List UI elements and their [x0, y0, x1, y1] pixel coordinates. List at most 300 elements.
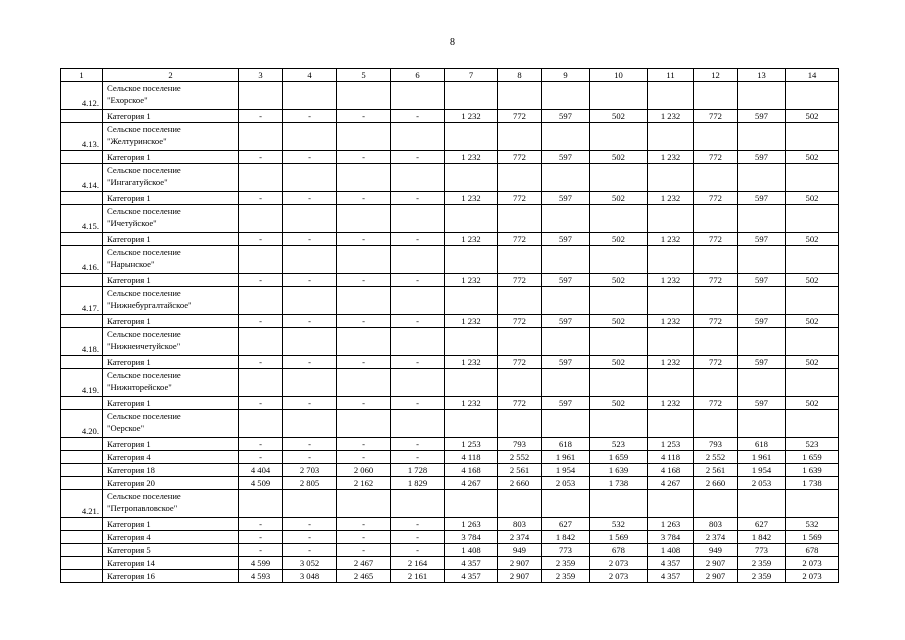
value-cell: 2 073 [786, 557, 839, 570]
value-cell: - [391, 544, 445, 557]
column-header: 14 [786, 69, 839, 82]
value-cell: 1 232 [445, 192, 498, 205]
value-cell: 1 842 [542, 531, 590, 544]
value-cell: 502 [590, 192, 648, 205]
value-cell: 627 [542, 518, 590, 531]
value-cell: 1 232 [648, 151, 694, 164]
value-cell: 772 [694, 274, 738, 287]
value-cell: 1 659 [590, 451, 648, 464]
empty-cell [337, 287, 391, 315]
value-cell: - [283, 192, 337, 205]
value-cell: 949 [498, 544, 542, 557]
value-cell: 597 [542, 274, 590, 287]
section-number: 4.16. [61, 246, 103, 274]
value-cell: 1 738 [590, 477, 648, 490]
empty-cell [542, 490, 590, 518]
value-cell: 1 408 [445, 544, 498, 557]
value-cell: 502 [786, 315, 839, 328]
column-header: 6 [391, 69, 445, 82]
empty-cell [337, 246, 391, 274]
settlement-name [103, 246, 239, 274]
section-number: 4.19. [61, 369, 103, 397]
empty-cell [738, 328, 786, 356]
empty-cell [283, 490, 337, 518]
empty-cell [239, 328, 283, 356]
empty-cell [786, 205, 839, 233]
value-cell: 2 465 [337, 570, 391, 583]
value-cell: 772 [498, 397, 542, 410]
empty-cell [738, 410, 786, 438]
value-cell: 803 [498, 518, 542, 531]
value-cell: 4 118 [648, 451, 694, 464]
value-cell: 1 738 [786, 477, 839, 490]
empty-cell [283, 123, 337, 151]
value-cell: 772 [694, 315, 738, 328]
settlement-name [103, 490, 239, 518]
header-row [61, 69, 839, 82]
value-cell: 2 907 [498, 570, 542, 583]
value-cell: 2 073 [590, 570, 648, 583]
value-cell: 772 [498, 233, 542, 246]
value-cell: 532 [590, 518, 648, 531]
value-cell: - [283, 397, 337, 410]
value-cell: 1 639 [590, 464, 648, 477]
value-cell: 597 [738, 151, 786, 164]
value-cell: 2 053 [542, 477, 590, 490]
empty-cell [590, 287, 648, 315]
value-cell: 772 [694, 397, 738, 410]
empty-cell [542, 328, 590, 356]
empty-cell [738, 490, 786, 518]
value-cell: 1 961 [542, 451, 590, 464]
settlement-name-line1: Сельское поселение [107, 411, 181, 421]
value-cell: - [283, 518, 337, 531]
value-cell: 772 [498, 274, 542, 287]
value-cell: 2 805 [283, 477, 337, 490]
value-cell: 772 [498, 151, 542, 164]
value-cell: 2 660 [694, 477, 738, 490]
section-number-cell [61, 192, 103, 205]
empty-cell [648, 490, 694, 518]
table-row [61, 464, 839, 477]
value-cell: 772 [498, 356, 542, 369]
value-cell: 678 [786, 544, 839, 557]
empty-cell [590, 246, 648, 274]
value-cell: - [239, 192, 283, 205]
value-cell: 4 599 [239, 557, 283, 570]
value-cell: 772 [498, 315, 542, 328]
value-cell: 1 232 [648, 274, 694, 287]
column-header: 13 [738, 69, 786, 82]
value-cell: 4 357 [445, 557, 498, 570]
empty-cell [648, 246, 694, 274]
empty-cell [391, 205, 445, 233]
value-cell: 502 [786, 192, 839, 205]
value-cell: 772 [694, 151, 738, 164]
value-cell: - [283, 151, 337, 164]
empty-cell [786, 490, 839, 518]
value-cell: 2 907 [498, 557, 542, 570]
section-number-cell [61, 233, 103, 246]
value-cell: - [239, 531, 283, 544]
category-label: Категория 1 [103, 233, 239, 246]
value-cell: - [337, 233, 391, 246]
table-row [61, 557, 839, 570]
value-cell: 1 263 [648, 518, 694, 531]
empty-cell [498, 490, 542, 518]
value-cell: 597 [738, 110, 786, 123]
value-cell: 2 060 [337, 464, 391, 477]
empty-cell [391, 490, 445, 518]
value-cell: - [337, 192, 391, 205]
empty-cell [337, 164, 391, 192]
value-cell: 1 829 [391, 477, 445, 490]
category-label: Категория 1 [103, 151, 239, 164]
empty-cell [542, 123, 590, 151]
value-cell: 597 [542, 192, 590, 205]
section-number-cell [61, 274, 103, 287]
value-cell: 1 728 [391, 464, 445, 477]
table-row [61, 570, 839, 583]
section-number-cell [61, 151, 103, 164]
empty-cell [283, 369, 337, 397]
value-cell: 3 048 [283, 570, 337, 583]
value-cell: - [391, 451, 445, 464]
value-cell: 4 357 [648, 557, 694, 570]
settlement-row [61, 287, 839, 315]
settlement-name [103, 164, 239, 192]
value-cell: 618 [738, 438, 786, 451]
empty-cell [786, 287, 839, 315]
category-label: Категория 16 [103, 570, 239, 583]
value-cell: 772 [694, 233, 738, 246]
value-cell: 1 232 [445, 110, 498, 123]
empty-cell [738, 246, 786, 274]
empty-cell [498, 164, 542, 192]
table-row [61, 151, 839, 164]
value-cell: 502 [590, 110, 648, 123]
value-cell: 597 [542, 110, 590, 123]
value-cell: - [337, 315, 391, 328]
value-cell: - [283, 438, 337, 451]
value-cell: 502 [786, 356, 839, 369]
empty-cell [391, 164, 445, 192]
empty-cell [498, 287, 542, 315]
empty-cell [694, 287, 738, 315]
empty-cell [391, 328, 445, 356]
empty-cell [498, 123, 542, 151]
value-cell: - [239, 315, 283, 328]
empty-cell [738, 82, 786, 110]
empty-cell [786, 246, 839, 274]
settlement-name [103, 410, 239, 438]
value-cell: 597 [542, 233, 590, 246]
empty-cell [648, 369, 694, 397]
value-cell: 597 [542, 151, 590, 164]
empty-cell [445, 490, 498, 518]
value-cell: - [283, 451, 337, 464]
value-cell: - [391, 192, 445, 205]
value-cell: 3 784 [445, 531, 498, 544]
empty-cell [738, 205, 786, 233]
value-cell: - [391, 531, 445, 544]
empty-cell [337, 410, 391, 438]
empty-cell [786, 328, 839, 356]
table-row [61, 110, 839, 123]
section-number-cell [61, 531, 103, 544]
value-cell: 1 842 [738, 531, 786, 544]
value-cell: - [239, 233, 283, 246]
value-cell: - [391, 397, 445, 410]
empty-cell [445, 410, 498, 438]
value-cell: 772 [694, 356, 738, 369]
section-number: 4.13. [61, 123, 103, 151]
empty-cell [694, 369, 738, 397]
empty-cell [283, 328, 337, 356]
empty-cell [590, 164, 648, 192]
value-cell: 2 359 [542, 557, 590, 570]
value-cell: 1 232 [445, 233, 498, 246]
value-cell: 618 [542, 438, 590, 451]
value-cell: 2 552 [694, 451, 738, 464]
empty-cell [337, 490, 391, 518]
value-cell: - [239, 518, 283, 531]
section-number: 4.17. [61, 287, 103, 315]
column-header: 3 [239, 69, 283, 82]
value-cell: 772 [498, 192, 542, 205]
column-header: 5 [337, 69, 391, 82]
value-cell: 772 [498, 110, 542, 123]
settlement-name [103, 82, 239, 110]
value-cell: - [337, 356, 391, 369]
settlement-name-line1: Сельское поселение [107, 370, 181, 380]
value-cell: - [391, 110, 445, 123]
value-cell: 4 267 [445, 477, 498, 490]
value-cell: 1 639 [786, 464, 839, 477]
empty-cell [391, 123, 445, 151]
value-cell: 2 073 [786, 570, 839, 583]
empty-cell [239, 205, 283, 233]
empty-cell [694, 490, 738, 518]
section-number-cell [61, 570, 103, 583]
section-number-cell [61, 544, 103, 557]
value-cell: 597 [738, 356, 786, 369]
category-label: Категория 1 [103, 315, 239, 328]
value-cell: 1 954 [738, 464, 786, 477]
settlement-row [61, 410, 839, 438]
value-cell: 597 [738, 274, 786, 287]
table-row [61, 192, 839, 205]
empty-cell [337, 328, 391, 356]
table-row [61, 531, 839, 544]
empty-cell [648, 205, 694, 233]
value-cell: 678 [590, 544, 648, 557]
value-cell: 502 [590, 151, 648, 164]
settlement-name-line1: Сельское поселение [107, 247, 181, 257]
value-cell: 502 [786, 397, 839, 410]
table-row [61, 477, 839, 490]
category-label: Категория 5 [103, 544, 239, 557]
settlement-name [103, 205, 239, 233]
empty-cell [391, 287, 445, 315]
empty-cell [498, 410, 542, 438]
table-row [61, 233, 839, 246]
empty-cell [738, 164, 786, 192]
category-label: Категория 1 [103, 192, 239, 205]
settlement-row [61, 123, 839, 151]
settlement-name-line2: "Нижнторейское" [107, 382, 172, 392]
value-cell: - [391, 438, 445, 451]
empty-cell [283, 246, 337, 274]
section-number-cell [61, 315, 103, 328]
settlement-row [61, 82, 839, 110]
value-cell: 3 052 [283, 557, 337, 570]
value-cell: 2 053 [738, 477, 786, 490]
empty-cell [590, 82, 648, 110]
value-cell: - [337, 438, 391, 451]
value-cell: - [283, 531, 337, 544]
value-cell: 1 659 [786, 451, 839, 464]
value-cell: 4 509 [239, 477, 283, 490]
empty-cell [239, 164, 283, 192]
settlement-row [61, 369, 839, 397]
value-cell: 4 357 [648, 570, 694, 583]
empty-cell [498, 82, 542, 110]
empty-cell [648, 287, 694, 315]
category-label: Категория 1 [103, 356, 239, 369]
value-cell: 597 [542, 356, 590, 369]
value-cell: 2 907 [694, 557, 738, 570]
value-cell: 502 [786, 274, 839, 287]
settlement-name-line1: Сельское поселение [107, 288, 181, 298]
column-header: 11 [648, 69, 694, 82]
value-cell: 949 [694, 544, 738, 557]
empty-cell [738, 123, 786, 151]
value-cell: 2 359 [738, 570, 786, 583]
empty-cell [694, 246, 738, 274]
value-cell: - [239, 544, 283, 557]
table-row [61, 451, 839, 464]
value-cell: - [283, 110, 337, 123]
settlement-name-line2: "Петропавловское" [107, 503, 178, 513]
value-cell: - [239, 110, 283, 123]
value-cell: - [391, 233, 445, 246]
empty-cell [283, 205, 337, 233]
value-cell: 4 404 [239, 464, 283, 477]
value-cell: - [283, 274, 337, 287]
section-number-cell [61, 451, 103, 464]
settlement-name [103, 287, 239, 315]
value-cell: 597 [738, 397, 786, 410]
value-cell: - [337, 518, 391, 531]
settlement-row [61, 205, 839, 233]
settlement-name-line2: "Оерское" [107, 423, 145, 433]
value-cell: 1 232 [445, 356, 498, 369]
category-label: Категория 18 [103, 464, 239, 477]
empty-cell [694, 328, 738, 356]
empty-cell [648, 410, 694, 438]
column-header: 1 [61, 69, 103, 82]
empty-cell [239, 123, 283, 151]
empty-cell [337, 82, 391, 110]
empty-cell [590, 328, 648, 356]
empty-cell [648, 123, 694, 151]
empty-cell [239, 82, 283, 110]
section-number-cell [61, 477, 103, 490]
value-cell: - [337, 544, 391, 557]
value-cell: 803 [694, 518, 738, 531]
category-label: Категория 4 [103, 451, 239, 464]
empty-cell [542, 205, 590, 233]
category-label: Категория 14 [103, 557, 239, 570]
empty-cell [391, 369, 445, 397]
value-cell: - [239, 274, 283, 287]
empty-cell [542, 369, 590, 397]
section-number-cell [61, 557, 103, 570]
settlement-row [61, 490, 839, 518]
value-cell: 1 232 [648, 110, 694, 123]
value-cell: 773 [738, 544, 786, 557]
value-cell: - [283, 315, 337, 328]
section-number: 4.20. [61, 410, 103, 438]
settlement-name-line2: "Нижнебургалтайское" [107, 300, 192, 310]
empty-cell [590, 369, 648, 397]
value-cell: 597 [738, 315, 786, 328]
value-cell: 1 232 [648, 315, 694, 328]
empty-cell [694, 410, 738, 438]
value-cell: 1 232 [445, 315, 498, 328]
value-cell: 1 232 [648, 192, 694, 205]
value-cell: - [239, 151, 283, 164]
value-cell: 502 [590, 233, 648, 246]
value-cell: 793 [694, 438, 738, 451]
empty-cell [498, 205, 542, 233]
settlement-name-line1: Сельское поселение [107, 206, 181, 216]
section-number: 4.18. [61, 328, 103, 356]
empty-cell [648, 164, 694, 192]
settlement-name [103, 328, 239, 356]
column-header: 9 [542, 69, 590, 82]
value-cell: 2 907 [694, 570, 738, 583]
empty-cell [239, 410, 283, 438]
page-number: 8 [450, 37, 455, 48]
section-number-cell [61, 438, 103, 451]
value-cell: 502 [786, 110, 839, 123]
table-row [61, 356, 839, 369]
table-row [61, 518, 839, 531]
tariff-table [60, 68, 839, 583]
section-number-cell [61, 356, 103, 369]
settlement-name-line1: Сельское поселение [107, 329, 181, 339]
value-cell: 2 161 [391, 570, 445, 583]
empty-cell [391, 410, 445, 438]
value-cell: 4 118 [445, 451, 498, 464]
value-cell: 772 [694, 110, 738, 123]
value-cell: 2 164 [391, 557, 445, 570]
category-label: Категория 1 [103, 110, 239, 123]
section-number: 4.21. [61, 490, 103, 518]
value-cell: - [337, 531, 391, 544]
value-cell: 4 357 [445, 570, 498, 583]
column-header: 10 [590, 69, 648, 82]
empty-cell [590, 410, 648, 438]
empty-cell [445, 246, 498, 274]
settlement-row [61, 328, 839, 356]
value-cell: 1 232 [648, 397, 694, 410]
value-cell: 1 232 [648, 233, 694, 246]
value-cell: 502 [786, 233, 839, 246]
value-cell: 2 703 [283, 464, 337, 477]
